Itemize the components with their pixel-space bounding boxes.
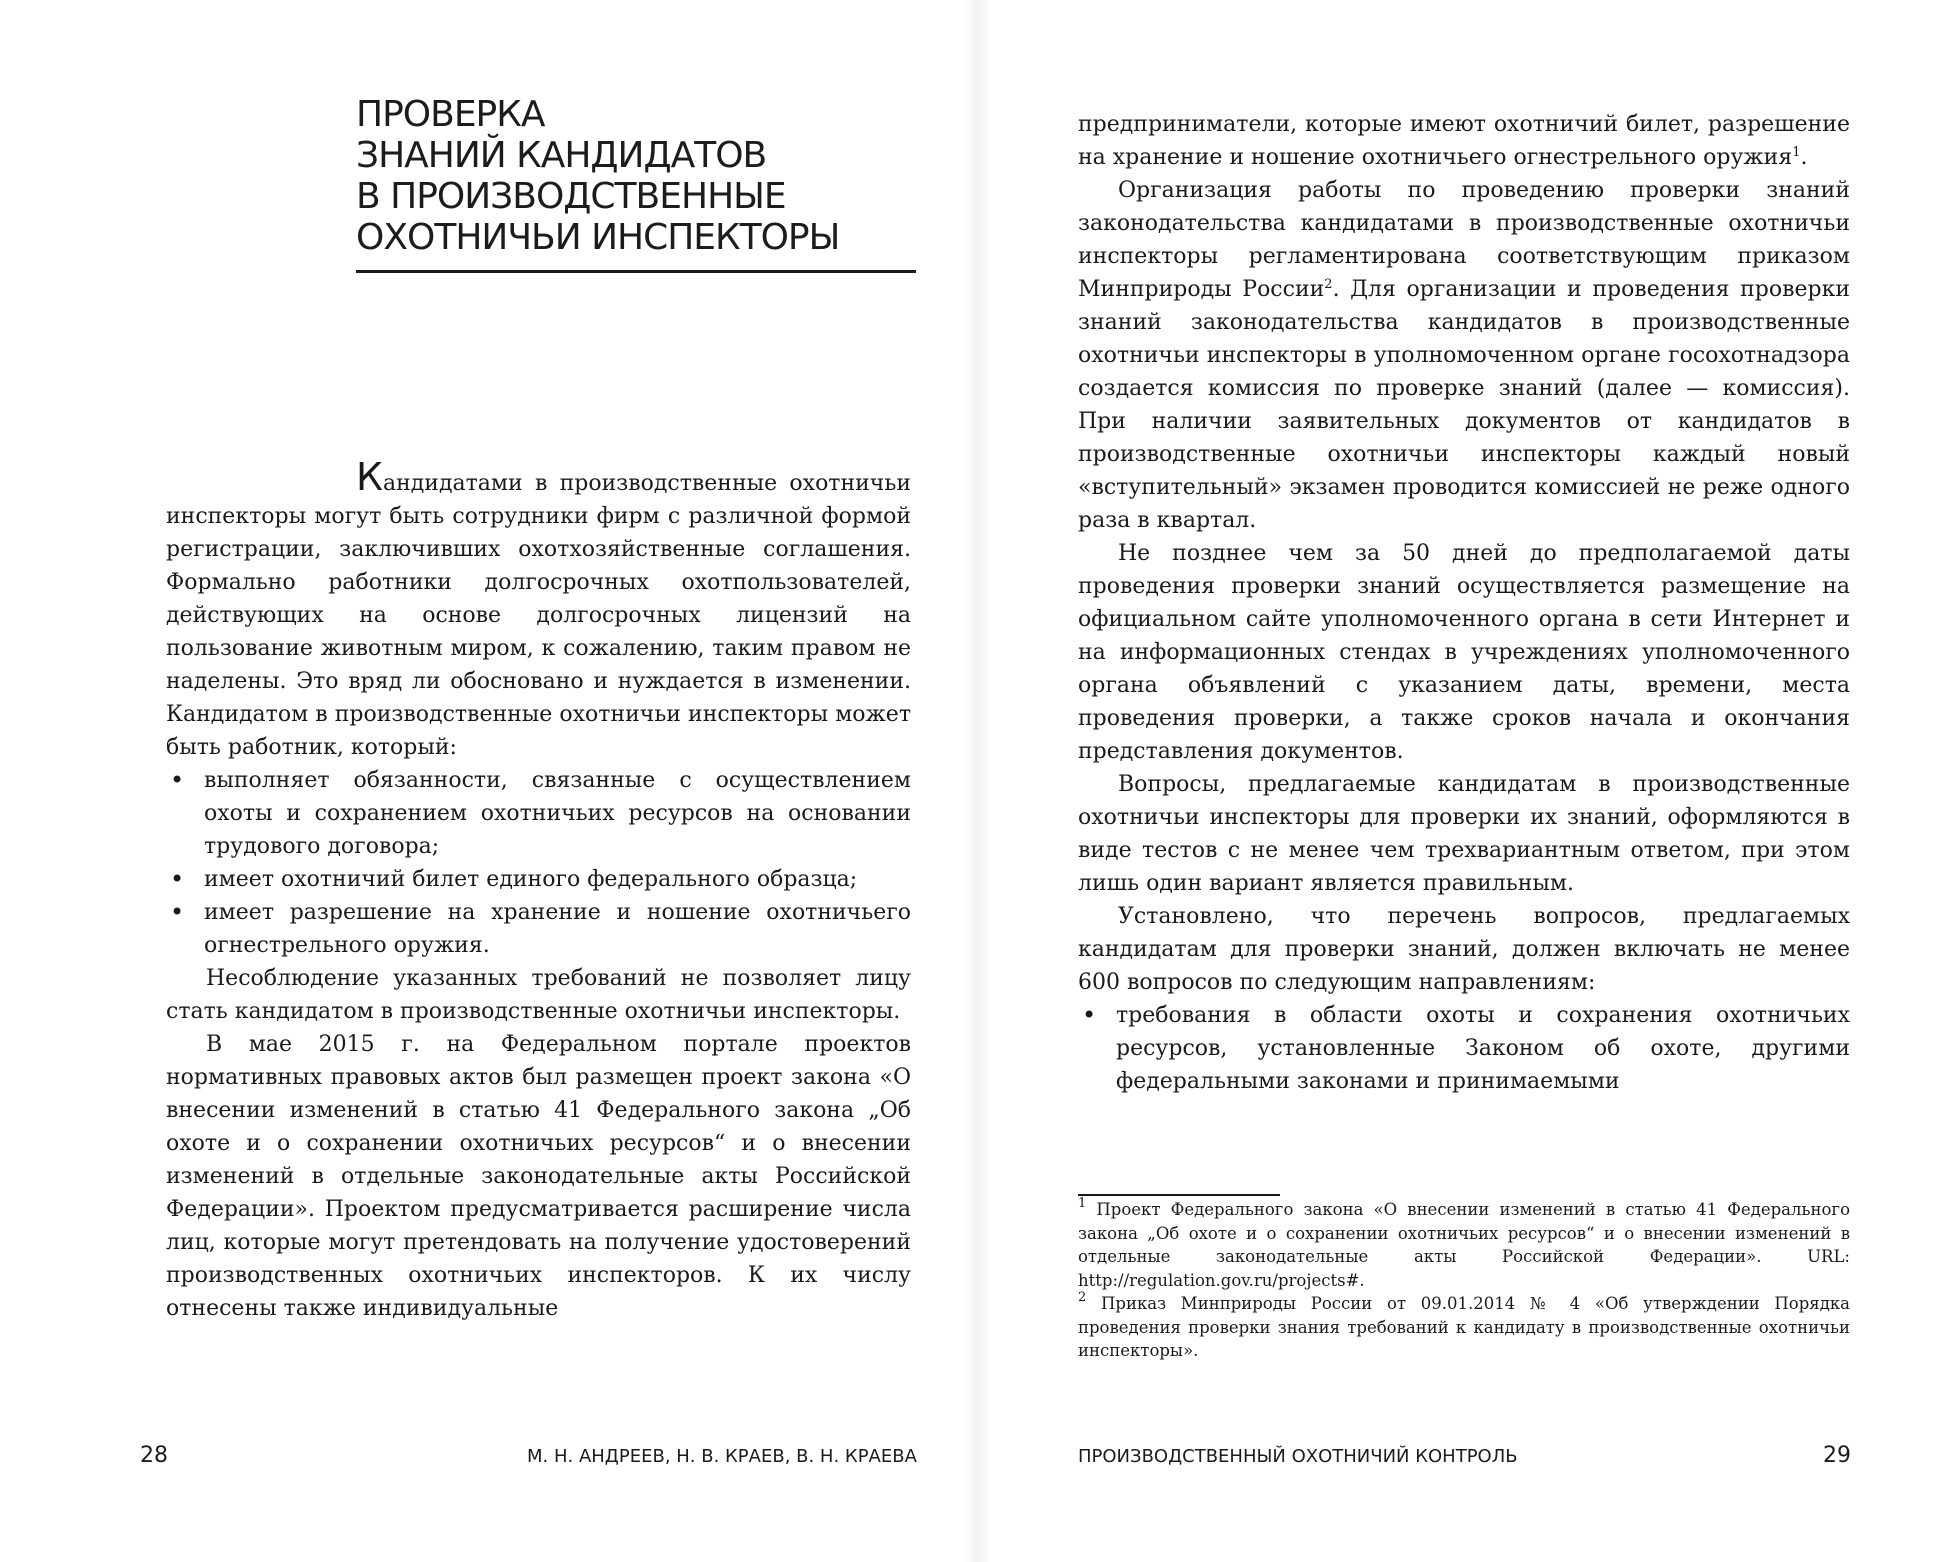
footnote-mark: 2 xyxy=(1078,1290,1087,1305)
chapter-title xyxy=(356,94,916,258)
chapter-title-line: ПРОВЕРКА xyxy=(356,94,545,135)
list-item: • требования в области охоты и сохранения охотничьих ресурсов, установленные Законом об охоте, другими федеральными законами и принимаемыми xyxy=(1078,999,1850,1098)
paragraph-continued: предприниматели, которые имеют охотничий билет, разрешение на хранение и ношение охотничьего огнестрельного оружия$^1$. xyxy=(1078,112,1850,170)
chapter-title-line: В ПРОИЗВОДСТВЕННЫЕ xyxy=(356,176,786,217)
title-underline xyxy=(356,270,916,273)
chapter-title-line: ЗНАНИЙ КАНДИДАТОВ xyxy=(356,135,767,176)
right-text-column xyxy=(1078,108,1850,1098)
footnote-text: Проект Федерального закона «О внесении изменений в статью 41 Федерального закона „Об охоте и о сохранении охотничьих ресурсов“ и о внесении изменений в отдельные законодательные акты Российской Федерации». URL: http://regulation.gov.ru/projects#. xyxy=(1078,1200,1850,1290)
intro-paragraph xyxy=(166,455,911,764)
paragraph: Установлено, что перечень вопросов, предлагаемых кандидатам для проверки знаний, должен включать не менее 600 вопросов по следующим направлениям: xyxy=(1078,904,1850,995)
footnote-separator xyxy=(1078,1194,1280,1196)
paragraph: Несоблюдение указанных требований не позволяет лицу стать кандидатом в производственные охотничьи инспекторы. xyxy=(166,966,911,1024)
paragraph-text: . Для организации и проведения проверки знаний законодательства кандидатов в производственные охотничьи инспекторы в уполномоченном органе госохотнадзора создается комиссия по проверке знаний (далее — комиссия). При наличии заявительных документов от кандидатов в производственные охотничьи инспекторы каждый новый «вступительный» экзамен проводится комиссией не реже одного раза в квартал. xyxy=(1078,277,1850,533)
paragraph-text: Организация работы по проведению проверки знаний законодательства кандидатами в производственные охотничьи инспекторы регламентирована соответствующим приказом Минприроды России xyxy=(1078,178,1850,302)
intro-text: андидатами в производственные охотничьи инспекторы могут быть сотрудники фирм с различной формой регистрации, заключивших охотхозяйственные соглашения. Формально работники долгосрочных охотпользователей, действующих на основе долгосрочных лицензий на пользование животным миром, к сожалению, таким правом не наделены. Это вряд ли обосновано и нуждается в изменении. Кандидатом в производственные охотничьи инспекторы может быть работник, который: xyxy=(166,471,911,760)
paragraph-text: предприниматели, которые имеют охотничий билет, разрешение на хранение и ношение охотничьего огнестрельного оружия xyxy=(1078,112,1850,170)
drop-cap: К xyxy=(356,455,383,499)
footnotes xyxy=(1078,1198,1850,1363)
footnote xyxy=(1078,1198,1850,1292)
list-item: • имеет разрешение на хранение и ношение охотничьего огнестрельного оружия. xyxy=(166,896,911,962)
page-number-left: 28 xyxy=(140,1443,168,1468)
running-head-authors: М. Н. АНДРЕЕВ, Н. В. КРАЕВ, В. Н. КРАЕВА xyxy=(527,1446,917,1467)
footnote-mark: 1 xyxy=(1078,1196,1087,1211)
paragraph: В мае 2015 г. на Федеральном портале проектов нормативных правовых актов был размещен проект закона «О внесении изменений в статью 41 Федерального закона „Об охоте и о сохранении охотничьих ресурсов“ и о внесении изменений в отдельные законодательные акты Российской Федерации». Проектом предусматривается расширение числа лиц, которые могут претендовать на получение удостоверений производственных охотничьих инспекторов. К их числу отнесены также индивидуальные xyxy=(166,1032,911,1321)
paragraph xyxy=(1078,174,1850,537)
page-number-right: 29 xyxy=(1823,1443,1851,1468)
left-text-column xyxy=(166,455,911,1325)
directions-list xyxy=(1078,999,1850,1098)
requirements-list xyxy=(166,764,911,962)
footnote-ref: 1 xyxy=(1792,145,1801,160)
paragraph: Не позднее чем за 50 дней до предполагаемой даты проведения проверки знаний осуществляется размещение на официальном сайте уполномоченного органа в сети Интернет и на информационных стендах в учреждениях уполномоченного органа объявлений с указанием даты, времени, места проведения проверки, а также сроков начала и окончания представления документов. xyxy=(1078,541,1850,764)
footnote xyxy=(1078,1292,1850,1363)
footnote-text: Приказ Минприроды России от 09.01.2014 № 4 «Об утверждении Порядка проведения проверки знания требований к кандидату в производственные охотничьи инспекторы». xyxy=(1078,1294,1851,1360)
list-item: • имеет охотничий билет единого федерального образца; xyxy=(166,863,911,896)
paragraph: Вопросы, предлагаемые кандидатам в производственные охотничьи инспекторы для проверки их знаний, оформляются в виде тестов с не менее чем трехвариантным ответом, при этом лишь один вариант является правильным. xyxy=(1078,772,1850,896)
footnote-ref: 2 xyxy=(1324,277,1333,292)
list-item: • выполняет обязанности, связанные с осуществлением охоты и сохранением охотничьих ресурсов на основании трудового договора; xyxy=(166,764,911,863)
chapter-title-line: ОХОТНИЧЬИ ИНСПЕКТОРЫ xyxy=(356,217,840,258)
running-head-title: ПРОИЗВОДСТВЕННЫЙ ОХОТНИЧИЙ КОНТРОЛЬ xyxy=(1078,1446,1518,1467)
